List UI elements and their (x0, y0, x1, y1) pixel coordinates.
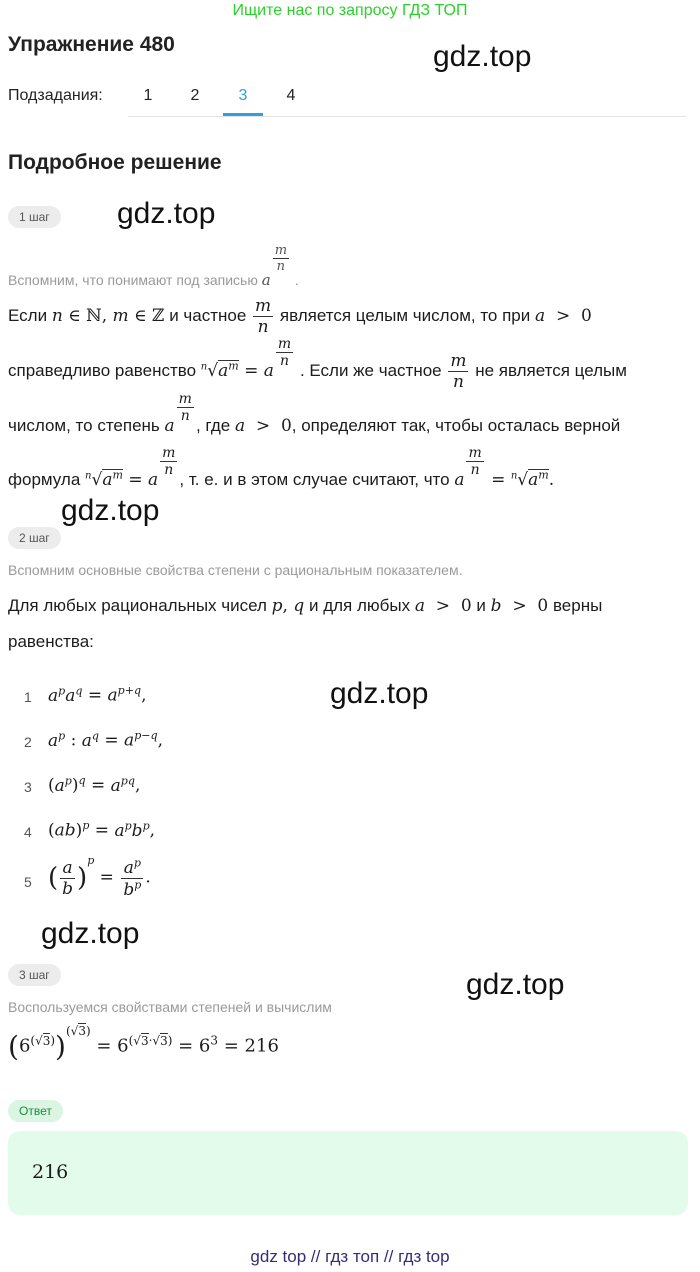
tab-subtask-4[interactable]: 4 (286, 87, 296, 104)
exercise-title: Упражнение 480 (8, 33, 175, 56)
text: и частное (169, 305, 247, 325)
text: Если (8, 305, 48, 325)
subtask-tabs (128, 72, 686, 117)
answer-box (8, 1131, 688, 1215)
step-badge: 2 шаг (8, 527, 61, 549)
text: , где (195, 416, 231, 436)
tab-subtask-1[interactable]: 1 (143, 87, 153, 104)
fraction: $\frac{m}{n}$ (450, 351, 467, 393)
text: формула (8, 470, 81, 490)
text: и для любых (308, 596, 411, 615)
text: , определяют так, чтобы осталась верной (291, 416, 621, 436)
paragraph: числом, то степень a $^{\frac{m}{n}}$ , где a > 0, определяют так, чтобы осталась верной (8, 391, 621, 437)
active-tab-indicator (223, 113, 263, 116)
section-title: Подробное решение (8, 151, 222, 174)
text: справедливо равенство (8, 361, 197, 381)
text: является целым числом, то при (279, 305, 531, 325)
paragraph: Для любых рациональных чисел p, q и для любых a > 0 и b > 0 верны (8, 596, 603, 616)
paragraph: Если n ∈ ℕ, m ∈ ℤ и частное $\frac{m}{n}$ является целым числом, то при a > 0 (8, 296, 592, 337)
watermark: gdz.top (117, 197, 216, 230)
formula: a $^{\frac{m}{n}}$ = $^n√a^m$. (454, 445, 555, 491)
text: и (476, 596, 486, 615)
list-formula: ( $\frac{a}{b}$ )$^p$ = $\frac{a^p}{b^p}$ . (48, 854, 151, 901)
subtasks-label: Подзадания: (8, 87, 103, 104)
answer-value: 216 (32, 1161, 69, 1183)
computation-formula: $(6^{(√3)})^{(√3)} = 6^{(√3\cdot√3)} = 6^3 = 216$ (8, 1023, 279, 1063)
watermark: gdz.top (61, 494, 160, 527)
fraction: $\frac{m}{n}$ (255, 296, 272, 337)
list-number: 3 (24, 779, 32, 795)
text: не является целым (475, 361, 627, 381)
list-formula: $a^pa^q = a^{p+q}$, (48, 684, 147, 706)
list-number: 5 (24, 874, 32, 890)
text: , т. е. и в этом случае считают, что (179, 470, 450, 490)
text: . Если же частное (299, 361, 442, 381)
list-formula: $(ab)^p = a^pb^p$, (48, 819, 156, 841)
formula: n (51, 305, 63, 326)
list-formula: $(a^p)^q = a^{pq}$, (48, 774, 141, 796)
formula: a $^{\frac{m}{n}}$ (164, 391, 192, 437)
list-number: 1 (24, 689, 32, 705)
formula: $^n√a^m = a$ $^{\frac{m}{n}}$ (85, 445, 176, 491)
text: верны (552, 596, 603, 615)
step-intro: Воспользуемся свойствами степеней и вычислим (8, 999, 332, 1015)
search-banner: Ищите нас по запросу ГДЗ ТОП (232, 2, 468, 19)
step-intro: Вспомним, что понимают под записью a $^{\frac{m}{n}}$ . (8, 243, 299, 289)
step-badge: 1 шаг (8, 206, 61, 228)
step-badge: 3 шаг (8, 964, 61, 986)
list-number: 2 (24, 734, 32, 750)
paragraph: равенства: (8, 632, 94, 651)
text: Для любых рациональных чисел (8, 596, 267, 615)
step-intro: Вспомним основные свойства степени с рациональным показателем. (8, 562, 463, 578)
step-intro-text: Вспомним, что понимают под записью (8, 272, 258, 288)
footer-links[interactable]: gdz top // гдз топ // гдз top (250, 1247, 450, 1266)
formula: a $^{\frac{m}{n}}$ (261, 243, 288, 289)
tab-subtask-3[interactable]: 3 (238, 87, 248, 104)
watermark: gdz.top (466, 968, 565, 1001)
tab-subtask-2[interactable]: 2 (190, 87, 200, 104)
paragraph (8, 445, 555, 492)
list-formula: $a^p$ : $a^q = a^{p-q}$, (48, 729, 164, 751)
formula: $^n√a^m = a$ $^{\frac{m}{n}}$ (200, 336, 292, 382)
list-number: 4 (24, 824, 32, 840)
answer-badge: Ответ (8, 1100, 63, 1122)
paragraph (8, 336, 627, 393)
watermark: gdz.top (330, 677, 429, 710)
watermark: gdz.top (433, 40, 532, 73)
text: числом, то степень (8, 416, 160, 436)
watermark: gdz.top (41, 917, 140, 950)
